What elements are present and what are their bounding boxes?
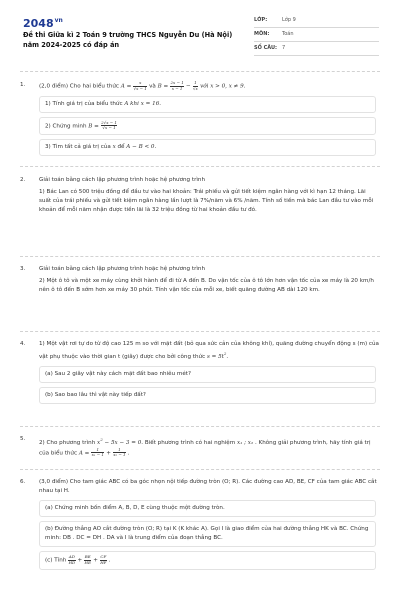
question-text: 2) Cho phương trình	[39, 439, 96, 446]
fraction-5b	[113, 448, 126, 458]
math-text: x	[112, 144, 116, 150]
denominator: √x − 1	[133, 85, 147, 91]
meta-label: LỚP:	[254, 17, 268, 23]
sub-question: (b) Đường thẳng AO cắt đường tròn (O; R) tại K (K khác A). Gọi I là giao điểm của hai đường thẳng HK và BC. Chứng minh: DB . DC = DH . DA và I là trung điểm của đoạn thẳng BC.	[39, 521, 376, 547]
math-text: .	[226, 353, 229, 360]
question-text: (2,0 điểm) Cho hai biểu thức	[39, 83, 119, 90]
denominator: HD	[68, 559, 76, 565]
numerator: 1	[91, 448, 104, 454]
question-number: 1.	[20, 82, 26, 88]
exam-title: Đề thi Giữa kì 2 Toán 9 trường THCS Nguyễn Du (Hà Nội) năm 2024-2025 có đáp án	[23, 31, 233, 49]
divider	[20, 71, 380, 72]
math-text: khi x = 16.	[130, 100, 162, 107]
question-text: (3,0 điểm) Cho tam giác ABC có ba góc nhọn nội tiếp đường tròn (O; R). Các đường cao AD, BE, CF của tam giác ABC cắt nhau tại H.	[39, 479, 377, 494]
meta-question-count	[254, 43, 379, 56]
divider	[20, 166, 380, 167]
question-text: 1) Tính giá trị của biểu thức	[45, 100, 123, 107]
formula	[206, 351, 229, 360]
sub-question	[39, 117, 376, 136]
fraction-6b	[84, 555, 91, 565]
question-6	[20, 478, 380, 570]
numerator: x	[133, 81, 147, 87]
denominator: HF	[100, 559, 107, 565]
fraction-a	[133, 81, 147, 91]
math-text: A =	[78, 450, 90, 457]
numerator: 1	[194, 80, 197, 85]
divider	[20, 469, 380, 470]
question-body: 1) Bác Lan có 500 triệu đồng để đầu tư vào hai khoản: Trái phiếu và gửi tiết kiệm ngân hàng với kì hạn 12 tháng. Lãi suất của trái phiếu và gửi tiết kiệm ngân hàng lần lượt là 7%/năm và 6% /năm. Tính số tiền mà bác Lan đầu tư vào mỗi khoản để mỗi năm nhận được tiền lãi là 32 triệu đồng từ hai khoản đầu tư đó.	[39, 189, 374, 213]
denominator: x₂ − 1	[113, 452, 126, 458]
fraction-6a	[68, 555, 76, 565]
math-text: s = 5t	[206, 353, 224, 360]
question-text: (c) Tính	[45, 557, 67, 564]
exponent: 2	[223, 351, 227, 356]
sub-question	[39, 139, 376, 156]
fraction-b2	[193, 81, 199, 91]
sub-question: (b) Sao bao lâu thì vật này tiếp đất?	[39, 387, 376, 404]
numerator: AD	[68, 554, 75, 559]
divider	[20, 331, 380, 332]
question-number: 5.	[20, 436, 26, 442]
sub-question: (a) Chứng minh bốn điểm A, B, D, E cùng thuộc một đường tròn.	[39, 500, 376, 517]
math-text: x	[97, 439, 101, 446]
logo-text: 2048	[23, 17, 54, 30]
math-text: x₁ ; x₂ .	[236, 439, 257, 446]
math-text: .	[127, 450, 130, 457]
meta-value: 7	[282, 45, 286, 51]
logo-suffix: vn	[54, 17, 63, 25]
meta-class	[254, 15, 379, 28]
math-text: A	[124, 100, 129, 107]
header	[0, 0, 400, 62]
denominator: x₁ − 1	[91, 452, 104, 458]
question-text: 2) Chứng minh	[45, 123, 87, 129]
question-text: 3) Tìm tất cả giá trị của	[45, 144, 111, 150]
denominator: √x − 1	[102, 125, 116, 130]
question-3	[20, 265, 380, 295]
numerator: 2√x − 1	[101, 119, 117, 125]
question-text: và	[149, 83, 156, 90]
question-text: Không giải phương trình, hãy tính giá trị của biểu thức	[39, 439, 371, 457]
numerator: 2x − 1	[170, 80, 184, 85]
meta-label: SỐ CÂU:	[254, 45, 278, 51]
denominator: √x	[193, 85, 198, 91]
equation	[97, 437, 144, 446]
meta-value: Toán	[282, 31, 294, 37]
sub-question	[39, 96, 376, 113]
sub-question	[39, 551, 376, 570]
divider	[20, 426, 380, 427]
question-2	[20, 176, 380, 215]
fraction-5a	[91, 448, 104, 458]
denominator: x − 1	[171, 85, 183, 91]
question-text: để	[117, 144, 125, 150]
math-text: +	[106, 450, 111, 457]
meta-subject	[254, 29, 379, 42]
math-text: B =	[88, 123, 99, 129]
numerator: CF	[100, 554, 107, 559]
divider	[20, 256, 380, 257]
exponent: 2	[100, 437, 103, 442]
question-4	[20, 340, 380, 404]
question-text: Biết phương trình có hai nghiệm	[144, 439, 236, 446]
numerator: BE	[84, 554, 91, 559]
math-text: − 5x − 3 = 0.	[104, 439, 144, 446]
meta-label: MÔN:	[254, 31, 270, 37]
fraction-6c	[100, 555, 107, 565]
question-text: 1) Một vật rơi tự do từ độ cao 125 m so với mặt đất (bỏ qua sức cản của không khí), quãng đường chuyển động s (m) của vật phụ thuộc vào thời gian t (giây) được cho bởi công thức	[39, 341, 379, 360]
question-text: Giải toán bằng cách lập phương trình hoặc hệ phương trình	[39, 266, 206, 272]
site-logo[interactable]	[23, 17, 63, 30]
math-text: B =	[157, 83, 169, 90]
meta-value: Lớp 9	[282, 17, 296, 23]
numerator: 1	[113, 448, 126, 454]
question-number: 6.	[20, 479, 26, 485]
math-text: .	[108, 557, 111, 564]
denominator: HE	[84, 559, 91, 565]
math-text: với x > 0, x ≠ 9.	[200, 83, 246, 90]
math-text: −	[186, 83, 191, 90]
math-text: A =	[120, 83, 132, 90]
sub-question: (a) Sau 2 giây vật này cách mặt đất bao nhiêu mét?	[39, 366, 376, 383]
math-text: +	[93, 557, 98, 564]
question-number: 3.	[20, 266, 26, 272]
question-text: Giải toán bằng cách lập phương trình hoặc hệ phương trình	[39, 177, 206, 183]
question-5	[20, 435, 380, 458]
question-number: 4.	[20, 341, 26, 347]
math-text: +	[77, 557, 83, 564]
math-text: A − B < 0.	[126, 144, 157, 150]
question-number: 2.	[20, 177, 26, 183]
question-1	[20, 81, 380, 156]
fraction-b1	[170, 81, 184, 91]
fraction-p2	[101, 121, 118, 131]
question-body: 2) Một ô tô và một xe máy cùng khởi hành để đi từ A đến B. Do vận tốc của ô tô lớn hơn vận tốc của xe máy là 20 km/h nên ô tô đến B sớm hơn xe máy 30 phút. Tính vận tốc của mỗi xe, biết quãng đường AB dài 120 km.	[39, 278, 374, 293]
